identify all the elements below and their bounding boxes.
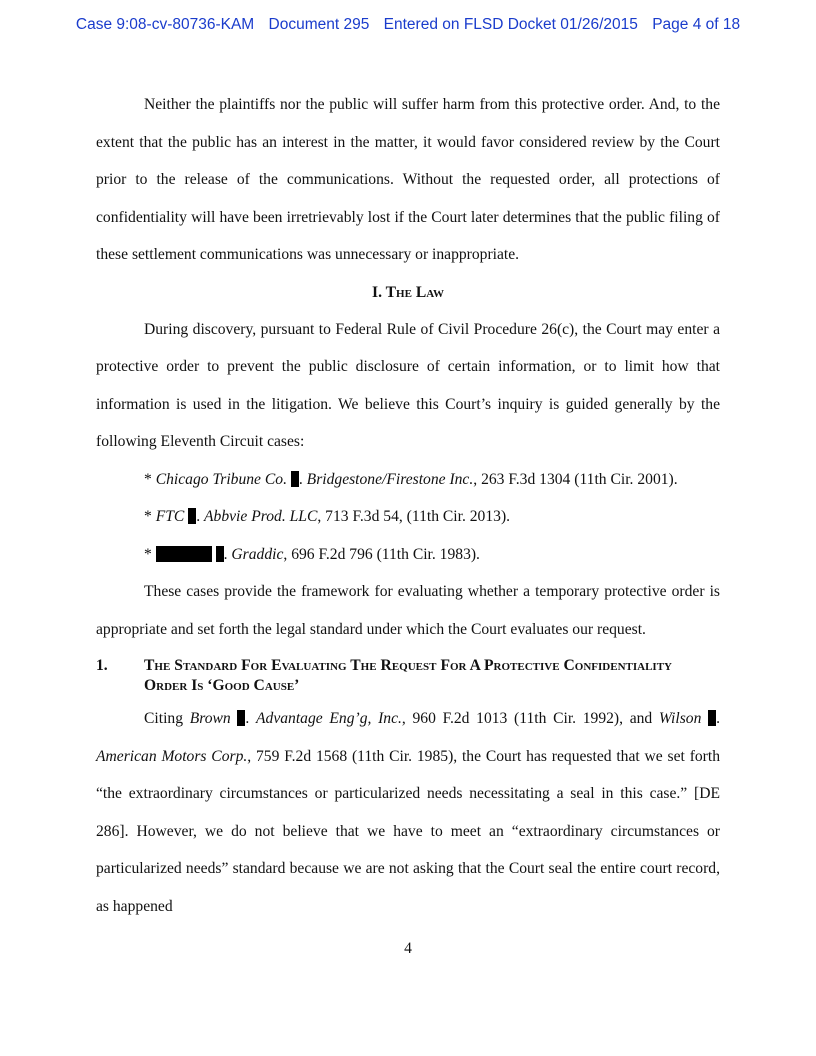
citation-3: * . Graddic, 696 F.2d 796 (11th Cir. 1983).	[144, 545, 480, 563]
paragraph-standard: Citing Brown . Advantage Eng’g, Inc., 960 F.2d 1013 (11th Cir. 1992), and Wilson . American Motors Corp., 759 F.2d 1568 (11th Cir. 1985), the Court has requested that we set forth “the extraordinary circumstances or particularized needs necessitating a seal in this case.” [DE 286]. However, we do not believe that we have to meet an “extraordinary circumstances or particularized needs” standard because we are not asking that the Court seal the entire court record, as happened	[96, 710, 721, 915]
paragraph-law: During discovery, pursuant to Federal Rule of Civil Procedure 26(c), the Court may enter a protective order to prevent the public disclosure of certain information, or to limit how that information is used in the litigation. We believe this Court’s inquiry is guided generally by the following Eleventh Circuit cases:	[96, 320, 720, 450]
page-number: 4	[404, 940, 412, 957]
page-indicator: Page 4 of 18	[652, 16, 741, 33]
redaction-block	[156, 546, 212, 562]
section-heading: I. The Law	[372, 283, 444, 301]
redaction-block	[237, 710, 245, 726]
paragraph-framework: These cases provide the framework for evaluating whether a temporary protective order is appropriate and set forth the legal standard under which the Court evaluates our request.	[96, 583, 720, 638]
redaction-block	[216, 546, 224, 562]
document-number: Document 295	[268, 16, 370, 33]
citation-2: * FTC . Abbvie Prod. LLC, 713 F.3d 54, (11th Cir. 2013).	[144, 508, 511, 525]
redaction-block	[291, 471, 299, 487]
paragraph-harm: Neither the plaintiffs nor the public will suffer harm from this protective order. And, to the extent that the public has an interest in the matter, it would favor considered review by the Court prior to the release of the communications. Without the requested order, all protections of confidentiality will have been irretrievably lost if the Court later determines that the public filing of these settlement communications was unnecessary or inappropriate.	[96, 96, 720, 263]
subheading-good-cause: 1. The Standard For Evaluating The Request For A Protective Confidentiality Order Is ‘Good Cause’	[96, 657, 672, 694]
document-body	[96, 86, 720, 925]
citation-1: * Chicago Tribune Co. . Bridgestone/Firestone Inc., 263 F.3d 1304 (11th Cir. 2001).	[144, 470, 678, 488]
redaction-block	[708, 710, 716, 726]
docket-header	[0, 16, 816, 34]
case-number: Case 9:08-cv-80736-KAM	[75, 16, 255, 33]
docket-entry: Entered on FLSD Docket 01/26/2015	[383, 16, 638, 33]
redaction-block	[188, 508, 196, 524]
